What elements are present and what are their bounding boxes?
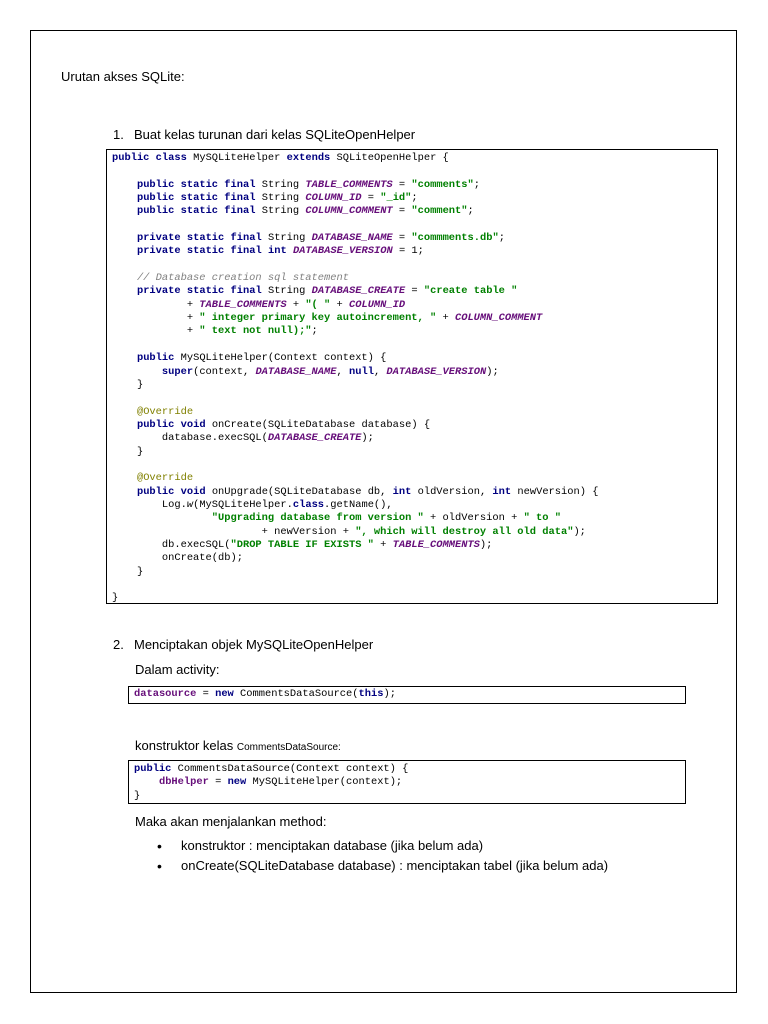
helper-code: public class MySQLiteHelper extends SQLiteOpenHelper { public static final String TABLE_COMMENTS = "comments"; public static final String COLUMN_ID = "_id"; public static final String COLUMN_COMMENT = "comment"; private static final String DATABASE_NAME = "commments.db"; private static final int DATABASE_VERSION = 1; // Database creation sql statement private static final String DATABASE_CREATE = "create table " + TABLE_COMMENTS + "( " + COLUMN_ID + " integer primary key autoincrement, " + COLUMN_COMMENT + " text not null);"; public MySQLiteHelper(Context context) { super(context, DATABASE_NAME, null, DATABASE_VERSION); } @Override public void onCreate(SQLiteDatabase database) { database.execSQL(DATABASE_CREATE); } @Override public void onUpgrade(SQLiteDatabase db, int oldVersion, int newVersion) { Log.w(MySQLiteHelper.class.getName(), "Upgrading database from version " + oldVersion + " to " + newVersion + ", which will destroy all old data"); db.execSQL("DROP TABLE IF EXISTS " + TABLE_COMMENTS); onCreate(db); } } (112, 152, 599, 605)
method-label: Maka akan menjalankan method: (135, 814, 327, 829)
helper-code-block (106, 149, 718, 604)
constructor-code-block (128, 760, 686, 804)
bullet-dot-2: • (157, 858, 162, 874)
step-2-text: Menciptakan objek MySQLiteOpenHelper (134, 637, 374, 652)
activity-code: datasource = new CommentsDataSource(this); (134, 688, 396, 700)
activity-code-block (128, 686, 686, 704)
activity-label: Dalam activity: (135, 662, 220, 677)
constructor-label-prefix: konstruktor kelas (135, 738, 237, 753)
step-1-text: Buat kelas turunan dari kelas SQLiteOpenHelper (134, 127, 416, 142)
step-2-number: 2. (113, 637, 124, 652)
step-1-number: 1. (113, 127, 124, 142)
bullet-text-1: konstruktor : menciptakan database (jika belum ada) (181, 838, 484, 853)
bullet-dot-1: • (157, 838, 162, 854)
constructor-code: public CommentsDataSource(Context context) { dbHelper = new MySQLiteHelper(context); } (134, 763, 409, 802)
page-heading: Urutan akses SQLite: (61, 69, 185, 84)
bullet-text-2: onCreate(SQLiteDatabase database) : menciptakan tabel (jika belum ada) (181, 858, 609, 873)
constructor-label-class: CommentsDataSource: (236, 742, 341, 753)
constructor-label (135, 738, 341, 753)
